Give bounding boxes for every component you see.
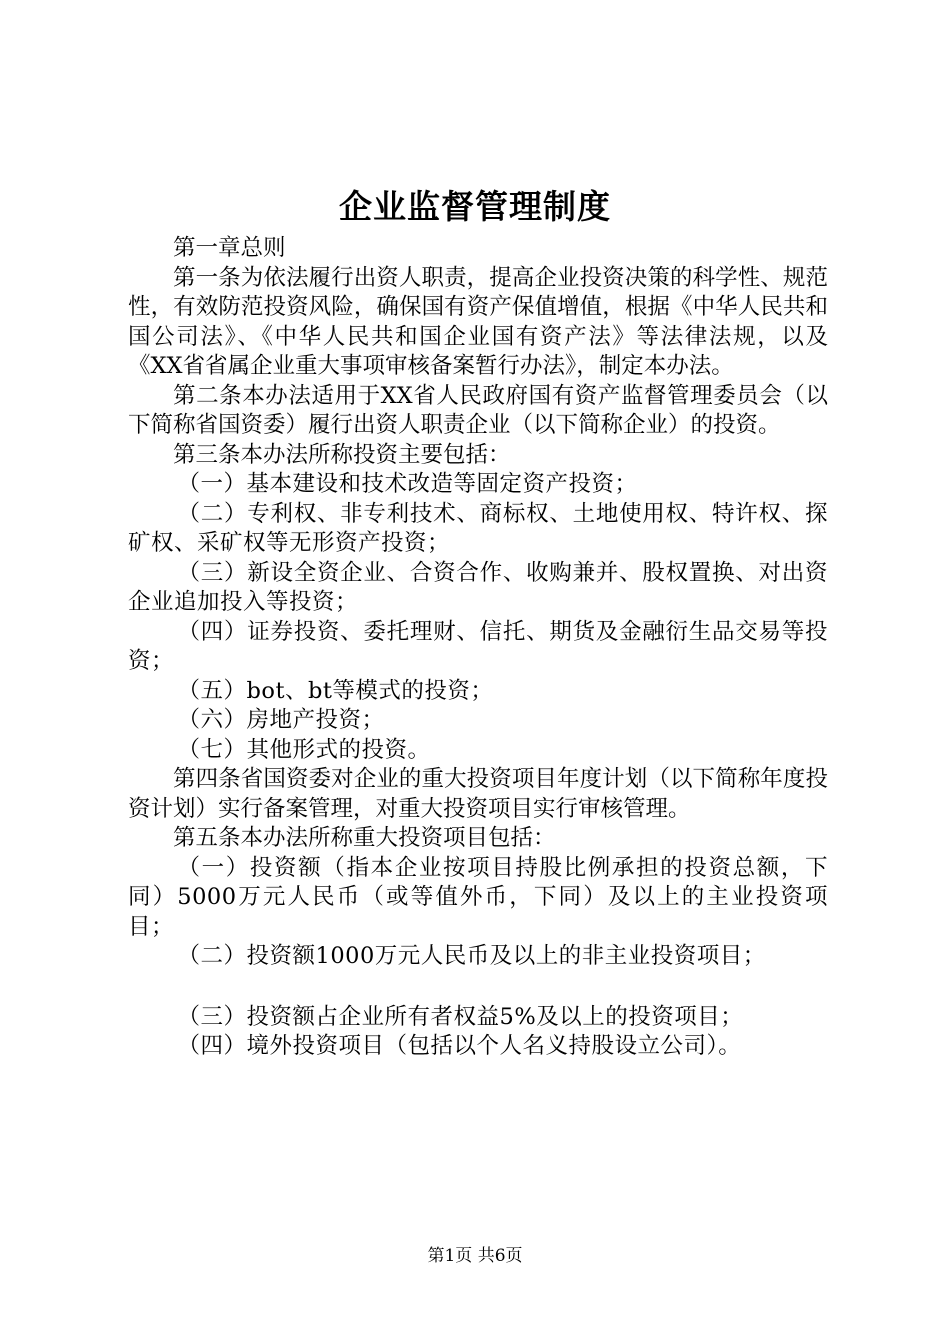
article-5-item-4: （四）境外投资项目（包括以个人名义持股设立公司）。 bbox=[177, 1033, 742, 1059]
article-5: 第五条本办法所称重大投资项目包括： bbox=[173, 825, 556, 851]
chapter-heading: 第一章总则 bbox=[173, 235, 286, 261]
article-3-item-7: （七）其他形式的投资。 bbox=[177, 736, 431, 763]
article-5-item-1: （一）投资额（指本企业按项目持股比例承担的投资总额，下同）5000万元人民币（或等值外币，下同）及以上的主业投资项目； bbox=[128, 854, 828, 940]
article-3-item-5: （五）bot、bt等模式的投资； bbox=[177, 677, 494, 704]
page-title: 企业监督管理制度 bbox=[339, 187, 611, 226]
article-1: 第一条为依法履行出资人职责，提高企业投资决策的科学性、规范性，有效防范投资风险，确保国有资产保值增值，根据《中华人民共和国公司法》、《中华人民共和国企业国有资产法》等法律法规，以及《XX省省属企业重大事项审核备案暂行办法》，制定本办法。 bbox=[128, 264, 828, 379]
article-3-item-1: （一）基本建设和技术改造等固定资产投资； bbox=[177, 471, 638, 497]
article-2: 第二条本办法适用于XX省人民政府国有资产监督管理委员会（以下简称省国资委）履行出资人职责企业（以下简称企业）的投资。 bbox=[128, 382, 828, 438]
article-3-item-6: （六）房地产投资； bbox=[177, 707, 385, 733]
document-body bbox=[128, 234, 828, 1062]
article-3-item-4: （四）证券投资、委托理财、信托、期货及金融衍生品交易等投资； bbox=[128, 618, 828, 674]
article-5-item-3: （三）投资额占企业所有者权益5%及以上的投资项目； bbox=[177, 1003, 744, 1030]
article-3-item-3: （三）新设全资企业、合资合作、收购兼并、股权置换、对出资企业追加投入等投资； bbox=[128, 559, 828, 615]
article-3-item-2: （二）专利权、非专利技术、商标权、土地使用权、特许权、探矿权、采矿权等无形资产投资； bbox=[128, 500, 828, 556]
page-number-footer: 第1页 共6页 bbox=[427, 1246, 523, 1266]
article-5-item-2: （二）投资额1000万元人民币及以上的非主业投资项目； bbox=[177, 943, 766, 969]
article-4: 第四条省国资委对企业的重大投资项目年度计划（以下简称年度投资计划）实行备案管理，对重大投资项目实行审核管理。 bbox=[128, 766, 828, 822]
article-3: 第三条本办法所称投资主要包括： bbox=[173, 441, 511, 468]
